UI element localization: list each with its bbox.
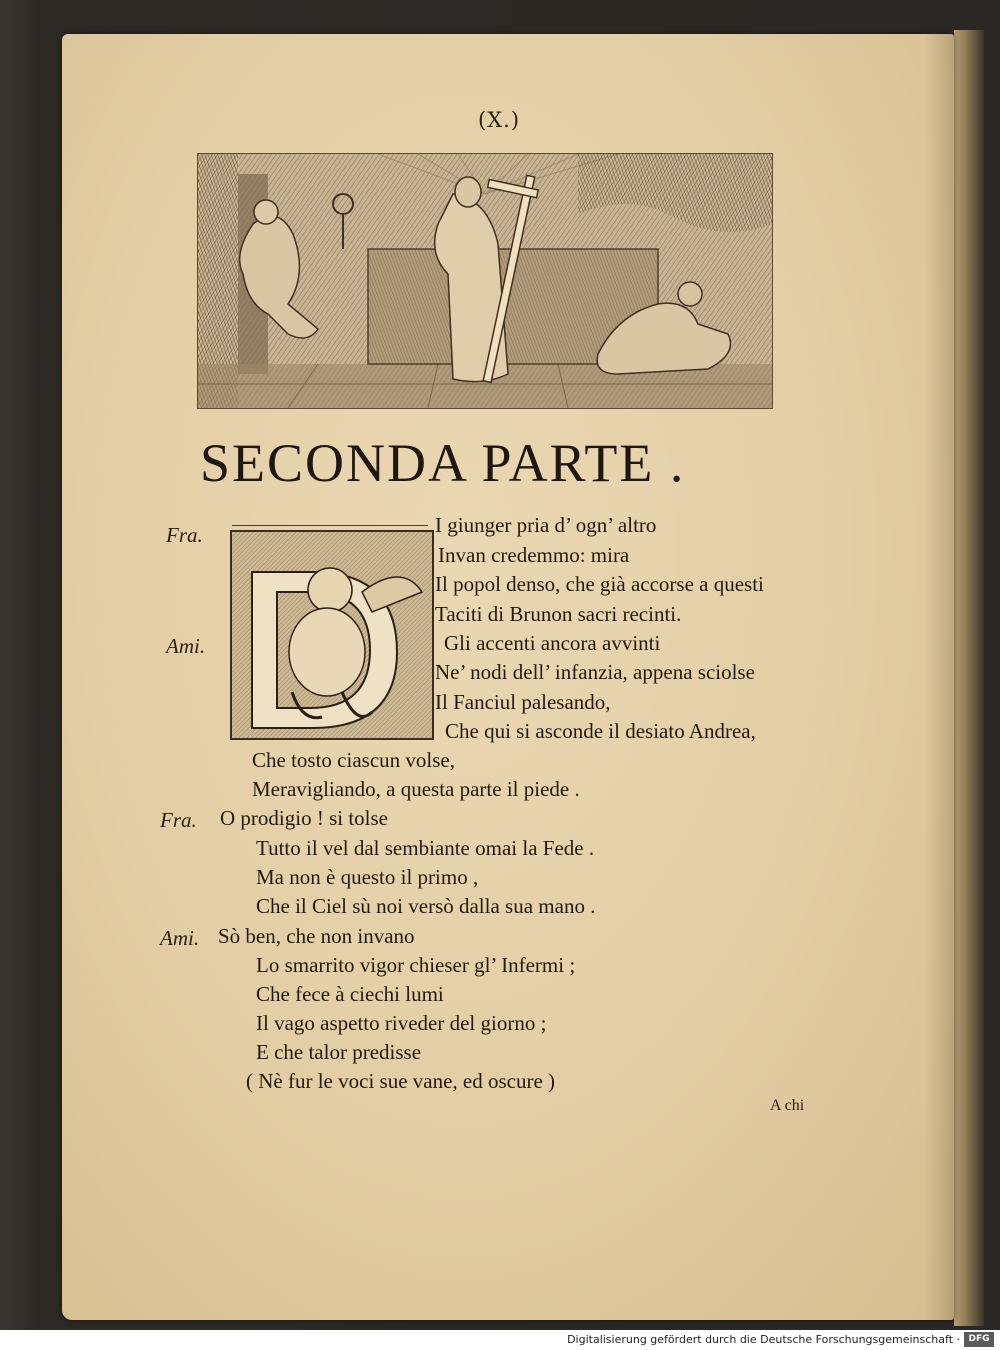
verse-line: Invan credemmo: mira bbox=[438, 543, 630, 567]
verse-line: Ma non è questo il primo , bbox=[256, 865, 479, 889]
verse-line: Ne’ nodi dell’ infanzia, appena sciolse bbox=[435, 660, 755, 684]
verse-line: Gli accenti ancora avvinti bbox=[444, 631, 661, 655]
catchword: A chi bbox=[770, 1097, 805, 1114]
verse-line: I giunger pria d’ ogn’ altro bbox=[435, 513, 657, 537]
verse-line: Che qui si asconde il desiato Andrea, bbox=[445, 719, 756, 743]
verse-line: Il vago aspetto riveder del giorno ; bbox=[256, 1011, 547, 1035]
part-title: SECONDA PARTE . bbox=[200, 433, 686, 493]
speaker-label: Fra. bbox=[166, 523, 203, 547]
speaker-label: Fra. bbox=[160, 808, 197, 832]
page-edge-shadow bbox=[924, 34, 954, 1320]
verse-line: E che talor predisse bbox=[256, 1040, 422, 1064]
verse-line: Meravigliando, a questa parte il piede . bbox=[252, 777, 580, 801]
footer-credit: Digitalisierung gefördert durch die Deutsche Forschungsgemeinschaft · bbox=[567, 1333, 960, 1346]
verse-line: Che fece à ciechi lumi bbox=[256, 982, 444, 1006]
page-number: (X.) bbox=[478, 108, 521, 132]
verse-line: Che il Ciel sù noi versò dalla sua mano . bbox=[256, 894, 596, 918]
verse-line: Taciti di Brunon sacri recinti. bbox=[435, 602, 682, 626]
verse-line: ( Nè fur le voci sue vane, ed oscure ) bbox=[246, 1069, 556, 1093]
speaker-label: Ami. bbox=[160, 926, 200, 950]
verse-line: Tutto il vel dal sembiante omai la Fede . bbox=[256, 836, 595, 860]
dfg-logo-icon[interactable]: DFG bbox=[964, 1332, 994, 1347]
digitization-footer bbox=[0, 1330, 1000, 1350]
verse-line: Che tosto ciascun volse, bbox=[252, 748, 455, 772]
drop-cap-rule bbox=[232, 525, 428, 526]
verse-line: Il Fanciul palesando, bbox=[435, 690, 611, 714]
engraving-saint-with-cross-icon bbox=[197, 153, 773, 409]
ornamental-initial-cherub-icon bbox=[230, 530, 434, 740]
speaker-label: Ami. bbox=[166, 634, 206, 658]
verse-line: Lo smarrito vigor chieser gl’ Infermi ; bbox=[256, 953, 576, 977]
verse-line: Sò ben, che non invano bbox=[218, 924, 415, 948]
book-spine bbox=[954, 30, 984, 1326]
verse-line: Il popol denso, che già accorse a questi bbox=[435, 572, 764, 596]
verse-line: O prodigio ! si tolse bbox=[220, 806, 388, 830]
